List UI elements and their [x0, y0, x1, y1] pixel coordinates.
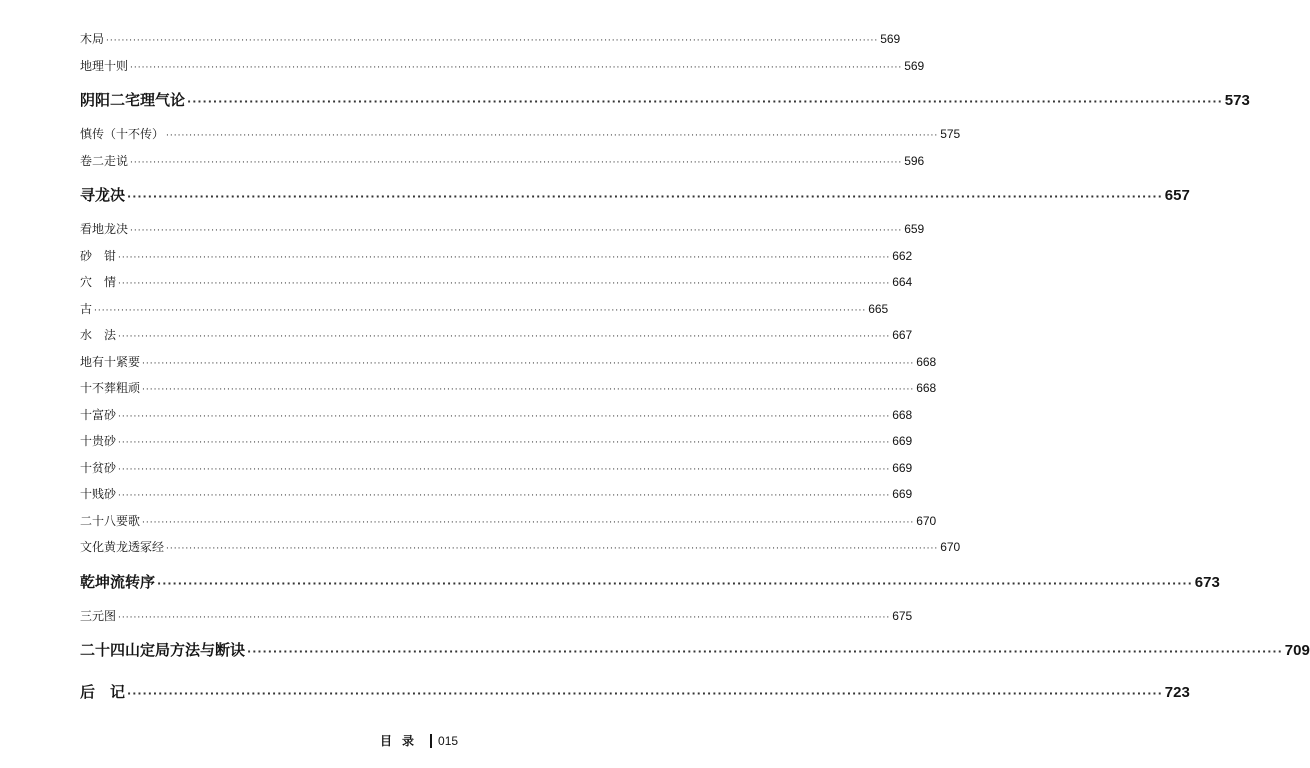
- entry-title: 三元图: [80, 608, 117, 623]
- toc-section-entry: [80, 639, 1310, 675]
- entry-page-number: 669: [892, 434, 913, 448]
- entry-page-number: 575: [940, 127, 961, 141]
- dot-leader: ········································································································································································································: [118, 279, 891, 289]
- entry-page-number: 668: [916, 354, 937, 369]
- entry-page-number: 670: [916, 513, 937, 528]
- toc-entry: [80, 125, 961, 152]
- toc-section-entry: [80, 571, 1220, 607]
- dot-leader: ········································································································································································································: [142, 358, 915, 369]
- entry-title: 十富砂: [80, 407, 117, 422]
- entry-title: 穴 情: [80, 275, 117, 289]
- toc-entry: [80, 538, 961, 565]
- entry-page-number: 569: [880, 32, 901, 46]
- entry-title: 水 法: [80, 328, 117, 342]
- entry-page-number: 657: [1164, 187, 1190, 204]
- toc-entry: [80, 406, 913, 433]
- entry-title: 砂 钳: [80, 248, 117, 263]
- entry-page-number: 709: [1284, 642, 1310, 659]
- dot-leader: ········································································································································································································: [94, 305, 867, 316]
- entry-title: 看地龙决: [80, 222, 129, 236]
- dot-leader: ········································································································································································································: [130, 157, 903, 168]
- toc-entry: [80, 326, 913, 353]
- entry-title: 木局: [80, 32, 105, 46]
- toc-section-entry: [80, 681, 1190, 717]
- toc-entry: [80, 30, 901, 57]
- dot-leader: ········································································································································································································: [106, 36, 879, 46]
- dot-leader: ········································································································································································································: [118, 411, 891, 422]
- toc-entry: [80, 220, 925, 247]
- entry-title: 十贫砂: [80, 460, 117, 475]
- toc-entry: [80, 459, 913, 486]
- entry-title: 古: [80, 301, 93, 316]
- entry-title: 乾坤流转序: [80, 572, 156, 591]
- entry-title: 地有十紧要: [80, 354, 141, 369]
- dot-leader: ········································································································································································································: [187, 95, 1223, 108]
- toc-section-entry: [80, 184, 1190, 220]
- dot-leader: ········································································································································································································: [118, 464, 891, 475]
- dot-leader: ········································································································································································································: [118, 252, 891, 263]
- entry-page-number: 670: [940, 540, 961, 554]
- entry-page-number: 664: [892, 275, 913, 289]
- entry-title: 二十八要歌: [80, 513, 141, 528]
- entry-title: 文化黄龙透冢经: [80, 540, 165, 554]
- dot-leader: ········································································································································································································: [127, 190, 1163, 203]
- entry-page-number: 673: [1194, 573, 1220, 591]
- entry-page-number: 659: [904, 222, 925, 236]
- entry-page-number: 667: [892, 328, 913, 342]
- dot-leader: ········································································································································································································: [127, 687, 1163, 700]
- dot-leader: ········································································································································································································: [130, 226, 903, 236]
- entry-title: 卷二走说: [80, 153, 129, 168]
- dot-leader: ········································································································································································································: [142, 517, 915, 528]
- entry-page-number: 662: [892, 248, 913, 263]
- dot-leader: ········································································································································································································: [118, 612, 891, 623]
- entry-title: 慎传（十不传）: [80, 127, 165, 141]
- entry-page-number: 669: [892, 487, 913, 501]
- entry-title: 二十四山定局方法与断诀: [80, 641, 246, 659]
- dot-leader: ········································································································································································································: [166, 544, 939, 554]
- toc-entry: [80, 432, 913, 459]
- entry-page-number: 668: [916, 381, 937, 395]
- entry-title: 寻龙决: [80, 186, 126, 204]
- running-title: 目录: [380, 734, 425, 748]
- dot-leader: ········································································································································································································: [118, 491, 891, 501]
- page-footer: [380, 732, 458, 749]
- entry-title: 后 记: [80, 683, 126, 701]
- entry-title: 阴阳二宅理气论: [80, 91, 186, 109]
- dot-leader: ········································································································································································································: [157, 576, 1193, 590]
- toc-section-entry: [80, 89, 1250, 125]
- toc-entry: [80, 485, 913, 512]
- entry-title: 十贱砂: [80, 487, 117, 501]
- dot-leader: ········································································································································································································: [118, 332, 891, 342]
- toc-entry: [80, 300, 889, 327]
- footer-divider: [430, 734, 432, 748]
- entry-page-number: 669: [892, 460, 913, 475]
- entry-page-number: 668: [892, 407, 913, 422]
- toc-entry: [80, 273, 913, 300]
- entry-title: 地理十则: [80, 58, 129, 73]
- toc-entry: [80, 379, 937, 406]
- toc-entry: [80, 247, 913, 274]
- page-number: 015: [438, 733, 459, 748]
- entry-title: 十贵砂: [80, 434, 117, 448]
- entry-page-number: 723: [1164, 684, 1190, 701]
- entry-page-number: 675: [892, 608, 913, 623]
- entry-page-number: 596: [904, 153, 925, 168]
- toc-entry: [80, 152, 925, 179]
- table-of-contents: [80, 30, 1310, 717]
- dot-leader: ········································································································································································································: [166, 131, 939, 141]
- entry-page-number: 569: [904, 58, 925, 73]
- toc-entry: [80, 57, 925, 84]
- entry-page-number: 665: [868, 301, 889, 316]
- entry-page-number: 573: [1224, 92, 1250, 109]
- toc-entry: [80, 353, 937, 380]
- toc-entry: [80, 512, 937, 539]
- dot-leader: ········································································································································································································: [142, 385, 915, 395]
- dot-leader: ········································································································································································································: [118, 438, 891, 448]
- dot-leader: ········································································································································································································: [247, 645, 1283, 658]
- dot-leader: ········································································································································································································: [130, 62, 903, 73]
- entry-title: 十不葬粗顽: [80, 381, 141, 395]
- toc-entry: [80, 607, 913, 634]
